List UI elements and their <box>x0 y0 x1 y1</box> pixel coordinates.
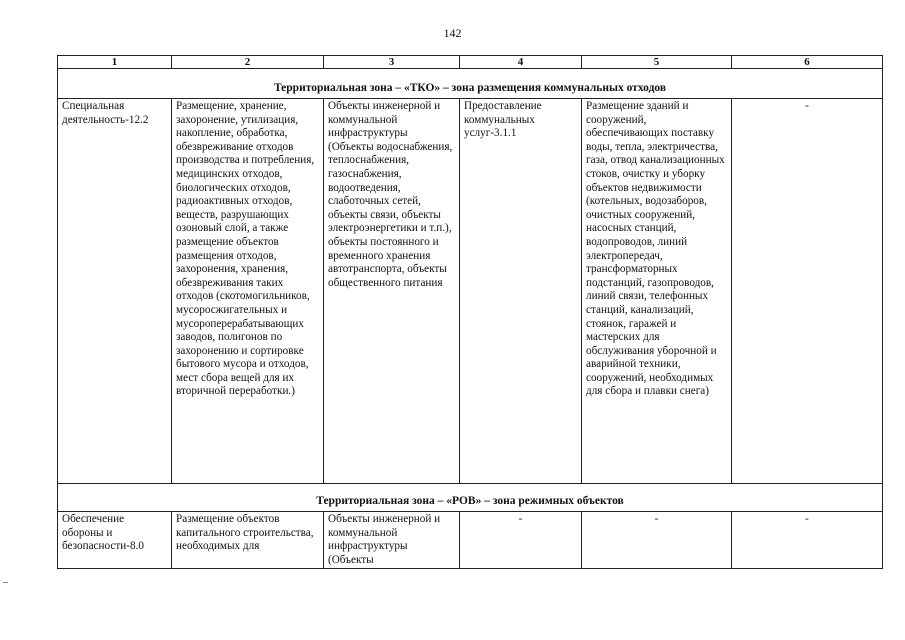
zone-heading-row <box>58 69 883 99</box>
column-number-5: 5 <box>582 56 732 69</box>
cell-conditional-description: - <box>582 512 732 569</box>
cell-auxiliary-objects: Объекты инженерной и коммунальной инфраструктуры (Объекты водоснабжения, теплоснабжения, газоснабжения, водоотведения, слаботочных сетей, объекты связи, объекты электроэнергетики и т.п.), объекты постоянного и временного хранения автотранспорта, объекты общественного питания <box>324 99 460 484</box>
cell-auxiliary-objects: Объекты инженерной и коммунальной инфраструктуры (Объекты <box>324 512 460 569</box>
cell-conditional-description: Размещение зданий и сооружений, обеспечивающих поставку воды, тепла, электричества, газа, отвод канализационных стоков, очистку и уборку объектов недвижимости (котельных, водозаборов, очистных сооружений, насосных станций, водопроводов, линий электропередач, трансформаторных подстанций, газопроводов, линий связи, телефонных станций, канализаций, стоянок, гаражей и мастерских для обслуживания уборочной и аварийной техники, сооружений, необходимых для сбора и плавки снега) <box>582 99 732 484</box>
table-row <box>58 99 883 484</box>
cell-conditional-use: Предоставление коммунальных услуг-3.1.1 <box>460 99 582 484</box>
column-number-3: 3 <box>324 56 460 69</box>
cell-column-6: - <box>732 99 883 484</box>
scan-edge-mark <box>3 582 8 583</box>
zone-heading-row <box>58 484 883 512</box>
cell-use-description: Размещение объектов капитального строительства, необходимых для <box>172 512 324 569</box>
page-number: 142 <box>443 26 462 40</box>
table-header-row <box>58 56 883 69</box>
zoning-table <box>57 55 883 569</box>
column-number-2: 2 <box>172 56 324 69</box>
zone-tko-title: Территориальная зона – «ТКО» – зона размещения коммунальных отходов <box>58 69 883 99</box>
zone-rov-title: Территориальная зона – «РОВ» – зона режимных объектов <box>58 484 883 512</box>
cell-permitted-use: Обеспечение обороны и безопасности-8.0 <box>58 512 172 569</box>
table-row <box>58 512 883 569</box>
cell-use-description: Размещение, хранение, захоронение, утилизация, накопление, обработка, обезвреживание отходов производства и потребления, медицинских отходов, биологических отходов, радиоактивных отходов, веществ, разрушающих озоновый слой, а также размещение объектов размещения отходов, захоронения, хранения, обезвреживания таких отходов (скотомогильников, мусоросжигательных и мусороперерабатывающих заводов, полигонов по захоронению и сортировке бытового мусора и отходов, мест сбора вещей для их вторичной переработки.) <box>172 99 324 484</box>
column-number-1: 1 <box>58 56 172 69</box>
cell-conditional-use: - <box>460 512 582 569</box>
column-number-4: 4 <box>460 56 582 69</box>
cell-column-6: - <box>732 512 883 569</box>
column-number-6: 6 <box>732 56 883 69</box>
cell-permitted-use: Специальная деятельность-12.2 <box>58 99 172 484</box>
